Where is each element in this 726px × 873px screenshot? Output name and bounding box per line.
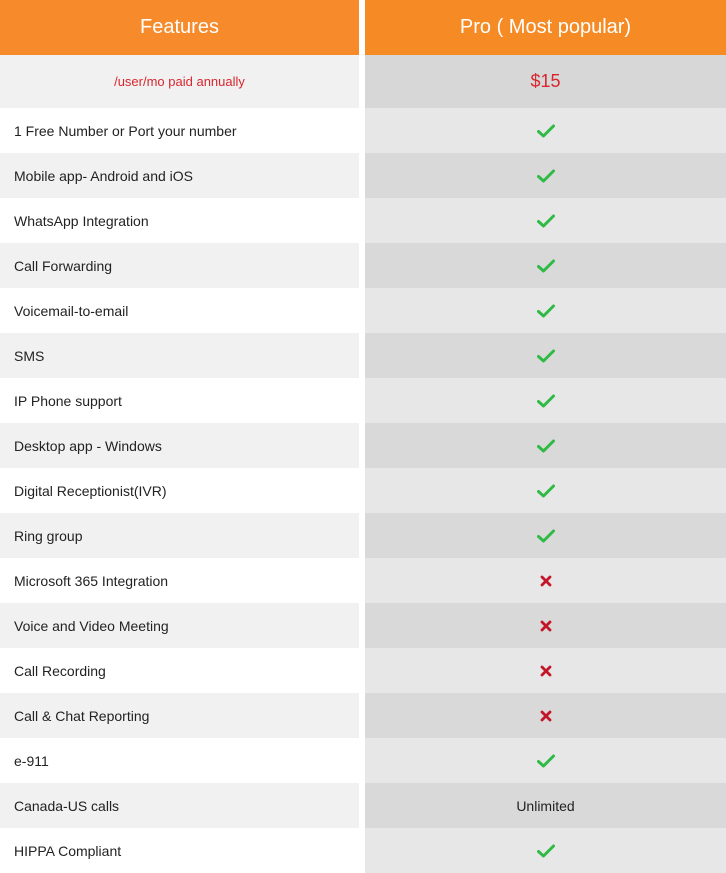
feature-value-cell: [365, 828, 726, 873]
feature-row: [0, 828, 359, 873]
feature-row: [0, 198, 359, 243]
feature-row: [0, 648, 359, 693]
feature-name: Digital Receptionist(IVR): [14, 482, 167, 499]
feature-row: [0, 243, 359, 288]
billing-note: /user/mo paid annually: [114, 74, 245, 89]
feature-value-list: [365, 108, 726, 873]
check-icon: [537, 844, 555, 858]
feature-value-text: Unlimited: [516, 797, 575, 814]
feature-row: [0, 558, 359, 603]
feature-row: [0, 288, 359, 333]
feature-value-cell: [365, 108, 726, 153]
price-cell: [365, 55, 726, 108]
feature-name: HIPPA Compliant: [14, 842, 122, 859]
cross-icon: [540, 710, 552, 722]
cross-icon: [540, 575, 552, 587]
feature-row: [0, 738, 359, 783]
feature-row: [0, 423, 359, 468]
feature-value-cell: [365, 558, 726, 603]
feature-name: Call Recording: [14, 662, 106, 679]
plan-price: $15: [530, 71, 561, 91]
feature-value-cell: [365, 603, 726, 648]
feature-row: [0, 153, 359, 198]
feature-row: [0, 108, 359, 153]
check-icon: [537, 439, 555, 453]
feature-value-cell: [365, 738, 726, 783]
feature-value-cell: [365, 783, 726, 828]
feature-name: Voicemail-to-email: [14, 302, 129, 319]
cross-icon: [540, 620, 552, 632]
feature-name: Mobile app- Android and iOS: [14, 167, 193, 184]
feature-value-cell: [365, 648, 726, 693]
check-icon: [537, 484, 555, 498]
feature-name-list: [0, 108, 359, 873]
feature-name: IP Phone support: [14, 392, 122, 409]
features-header: [0, 0, 359, 55]
plan-header-label: Pro ( Most popular): [459, 16, 632, 38]
feature-row: [0, 603, 359, 648]
features-column: [0, 0, 359, 873]
feature-name: Voice and Video Meeting: [14, 617, 169, 634]
feature-value-cell: [365, 693, 726, 738]
check-icon: [537, 214, 555, 228]
feature-row: [0, 468, 359, 513]
check-icon: [537, 169, 555, 183]
feature-value-cell: [365, 333, 726, 378]
feature-name: Ring group: [14, 527, 83, 544]
feature-name: SMS: [14, 347, 45, 364]
feature-name: e-911: [14, 752, 49, 769]
feature-row: [0, 513, 359, 558]
feature-value-cell: [365, 468, 726, 513]
feature-value-cell: [365, 153, 726, 198]
feature-name: Desktop app - Windows: [14, 437, 162, 454]
check-icon: [537, 754, 555, 768]
feature-name: 1 Free Number or Port your number: [14, 122, 237, 139]
feature-value-cell: [365, 198, 726, 243]
feature-name: Call & Chat Reporting: [14, 707, 150, 724]
check-icon: [537, 304, 555, 318]
feature-row: [0, 378, 359, 423]
feature-value-cell: [365, 288, 726, 333]
feature-name: Call Forwarding: [14, 257, 113, 274]
feature-value-cell: [365, 423, 726, 468]
check-icon: [537, 124, 555, 138]
cross-icon: [540, 665, 552, 677]
feature-name: WhatsApp Integration: [14, 212, 149, 229]
feature-value-cell: [365, 378, 726, 423]
feature-value-cell: [365, 243, 726, 288]
check-icon: [537, 349, 555, 363]
check-icon: [537, 394, 555, 408]
pro-plan-column: [365, 0, 726, 873]
feature-row: [0, 783, 359, 828]
plan-header: [365, 0, 726, 55]
features-header-label: Features: [140, 16, 219, 38]
feature-name: Microsoft 365 Integration: [14, 572, 169, 589]
billing-note-cell: [0, 55, 359, 108]
feature-name: Canada-US calls: [14, 797, 120, 814]
feature-value-cell: [365, 513, 726, 558]
check-icon: [537, 529, 555, 543]
feature-row: [0, 693, 359, 738]
feature-row: [0, 333, 359, 378]
check-icon: [537, 259, 555, 273]
